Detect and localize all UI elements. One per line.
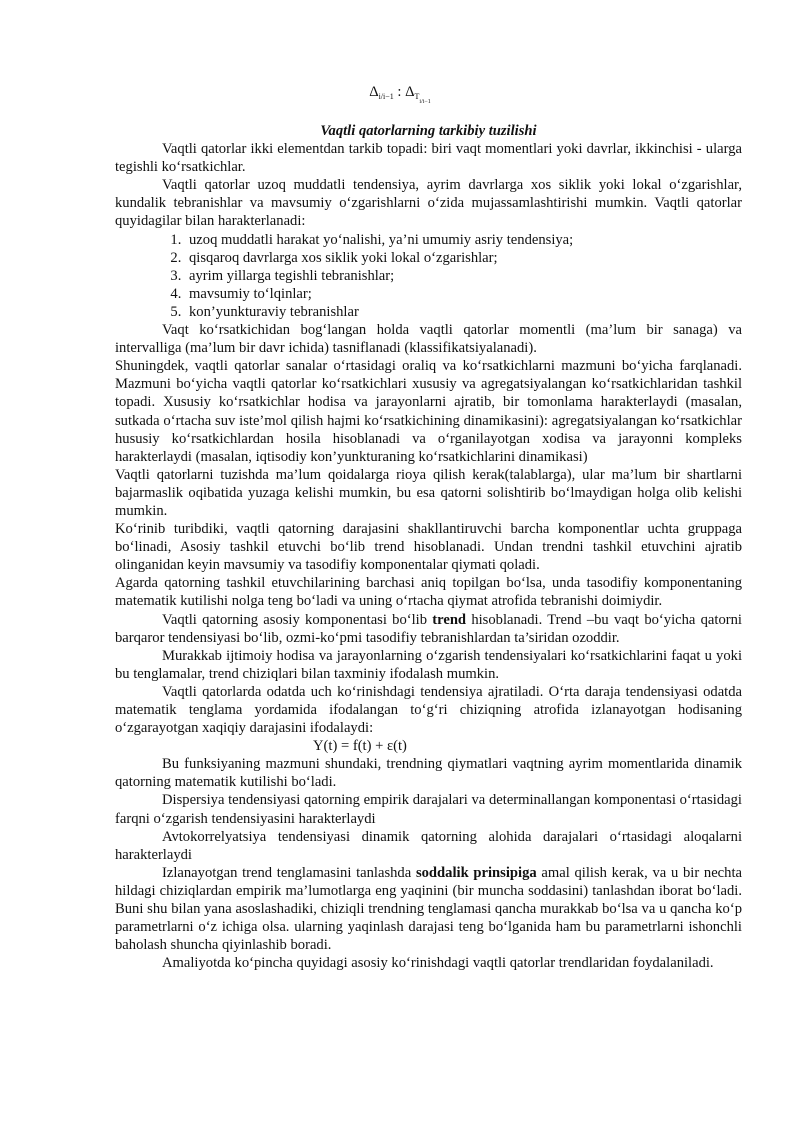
list-item: 3. ayrim yillarga tegishli tebranishlar;	[185, 267, 742, 285]
paragraph: Vaqt ko‘rsatkichidan bog‘langan holda vaqtli qatorlar momentli (ma’lum bir sanaga) va intervalliga (ma’lum bir davr ichida) tasniflanadi (klassifikatsiyalanadi).	[115, 322, 742, 357]
formula-subscript: Ti/i−1	[414, 92, 431, 105]
paragraph: Avtokorrelyatsiya tendensiyasi dinamik qatorning alohida darajalari o‘rtasidagi aloqalarni harakterlaydi	[115, 828, 742, 863]
paragraph: Vaqtli qatorlarni tuzishda ma’lum qoidalarga rioya qilish kerak(talablarga), ular ma’lum bir shartlarni bajarmaslik oqibatida yuzaga kelishi mumkin, bu esa qatorni solishtirib bo‘lmaydigan holga olib kelishi mumkin.	[115, 466, 742, 519]
formula-colon: :	[393, 84, 406, 100]
paragraph: Murakkab ijtimoiy hodisa va jarayonlarning o‘zgarish tendensiyalari ko‘rsatkichlarini faqat u yoki bu tenglamalar, trend chiziqlari bilan taxminiy ifodalash mumkin.	[115, 647, 742, 682]
delta-symbol: Δ	[405, 84, 415, 100]
paragraph: Bu funksiyaning mazmuni shundaki, trendning qiymatlari vaqtning ayrim momentlarida dinamik qatorning matematik kutilishi bo‘ladi.	[115, 756, 742, 791]
list-item: 1. uzoq muddatli harakat yo‘nalishi, ya’ni umumiy asriy tendensiya;	[185, 231, 742, 249]
ratio-formula	[0, 84, 800, 105]
formula-subscript: i/i−1	[378, 92, 394, 101]
paragraph: Izlanayotgan trend tenglamasini tanlashda soddalik prinsipiga amal qilish kerak, va u bir nechta hildagi chiziqlardan empirik ma’lumotlarga eng yaqinini (bir muncha soddasini) tanlashdan iborat bo‘ladi. Buni shu bilan yana asoslashadiki, chiziqli trendning tenglamasi qancha murakkab bo‘lsa va u qancha ko‘p parametrlarni o‘z ichiga olsa. ularning yaqinlash darajasi teng bo‘lganida ham bu parametrlarni ishonchli baholash shuncha qiyinlashib boradi.	[115, 864, 742, 954]
paragraph: Vaqtli qatorning asosiy komponentasi bo‘lib trend hisoblanadi. Trend –bu vaqt bo‘yicha qatorni barqaror tendensiyasi bo‘lib, ozmi-ko‘pmi tasodifiy tebranishlardan ta’siridan ozoddir.	[115, 611, 742, 646]
list-item: 4. mavsumiy to‘lqinlar;	[185, 285, 742, 303]
delta-symbol: Δ	[369, 84, 379, 100]
section-title: Vaqtli qatorlarning tarkibiy tuzilishi	[320, 123, 537, 139]
paragraph: Vaqtli qatorlar ikki elementdan tarkib topadi: biri vaqt momentlari yoki davrlar, ikkinchisi - ularga tegishli ko‘rsatkichlar.	[115, 141, 742, 176]
paragraph: Shuningdek, vaqtli qatorlar sanalar o‘rtasidagi oraliq va ko‘rsatkichlarni mazmuni bo‘yicha farqlanadi. Mazmuni bo‘yicha vaqtli qatorlar ko‘rsatkichlari xususiy va agregatsiyalangan ko‘rsatkichlaridan tashkil topadi. Xususiy ko‘rsatkichlar hodisa va jarayonlarni ajratib, bir tomonlama harakterlaydi (masalan, sutkada o‘rtacha suv iste’mol qilish hajmi ko‘rsatkichining dinamikasini): agregatsiyalangan ko‘rsatkichlar hususiy ko‘rsatkichlardan hosila hisoblanadi va o‘rganilayotgan xodisa va jarayonni kompleks harakterlaydi (masalan, iqtisodiy kon’yunkturaning ko‘rsatkichlarini dinamikasi)	[115, 358, 742, 465]
paragraph: Vaqtli qatorlarda odatda uch ko‘rinishdagi tendensiya ajratiladi. O‘rta daraja tendensiyasi odatda matematik tenglama yordamida ifodalangan to‘g‘ri chiziqning atrofida izlanayotgan hodisaning o‘zgarayotgan xaqiqiy darajasini ifodalaydi:	[115, 683, 742, 737]
paragraph: Agarda qatorning tashkil etuvchilarining barchasi aniq topilgan bo‘lsa, unda tasodifiy komponentaning matematik kutilishi nolga teng bo‘ladi va uning o‘rtacha qiymat atrofida tebranishi doimiydir.	[115, 575, 742, 610]
paragraph: Amaliyotda ko‘pincha quyidagi asosiy ko‘rinishdagi vaqtli qatorlar trendlaridan foydalaniladi.	[162, 955, 714, 972]
list-item: 2. qisqaroq davrlarga xos siklik yoki lokal o‘zgarishlar;	[185, 249, 742, 267]
paragraph: Dispersiya tendensiyasi qatorning empirik darajalari va determinallangan komponentasi o‘rtasidagi farqni o‘zgarish tendensiyasini harakterlaydi	[115, 792, 742, 827]
equation: Y(t) = f(t) + ε(t)	[313, 738, 407, 755]
characteristics-list	[115, 231, 742, 321]
paragraph: Vaqtli qatorlar uzoq muddatli tendensiya, ayrim davrlarga xos siklik yoki lokal o‘zgarishlar, kundalik tebranishlar va mavsumiy o‘zgarishlarni o‘zida mujassamlashtirishi mumkin. Vaqtli qatorlar quyidagilar bilan harakterlanadi:	[115, 177, 742, 230]
paragraph: Ko‘rinib turibdiki, vaqtli qatorning darajasini shakllantiruvchi barcha komponentlar uchta gruppaga bo‘linadi, Asosiy tashkil etuvchi bo‘lib trend hisoblanadi. Undan trendni tashkil etuvchini ajratib olinganidan keyin mavsumiy va tasodifiy komponentalar qiymati qoladi.	[115, 521, 742, 574]
list-item: 5. kon’yunkturaviy tebranishlar	[185, 303, 742, 321]
document-body	[115, 122, 742, 972]
bold-term: soddalik prinsipiga	[415, 864, 537, 881]
bold-term: trend	[432, 611, 467, 628]
